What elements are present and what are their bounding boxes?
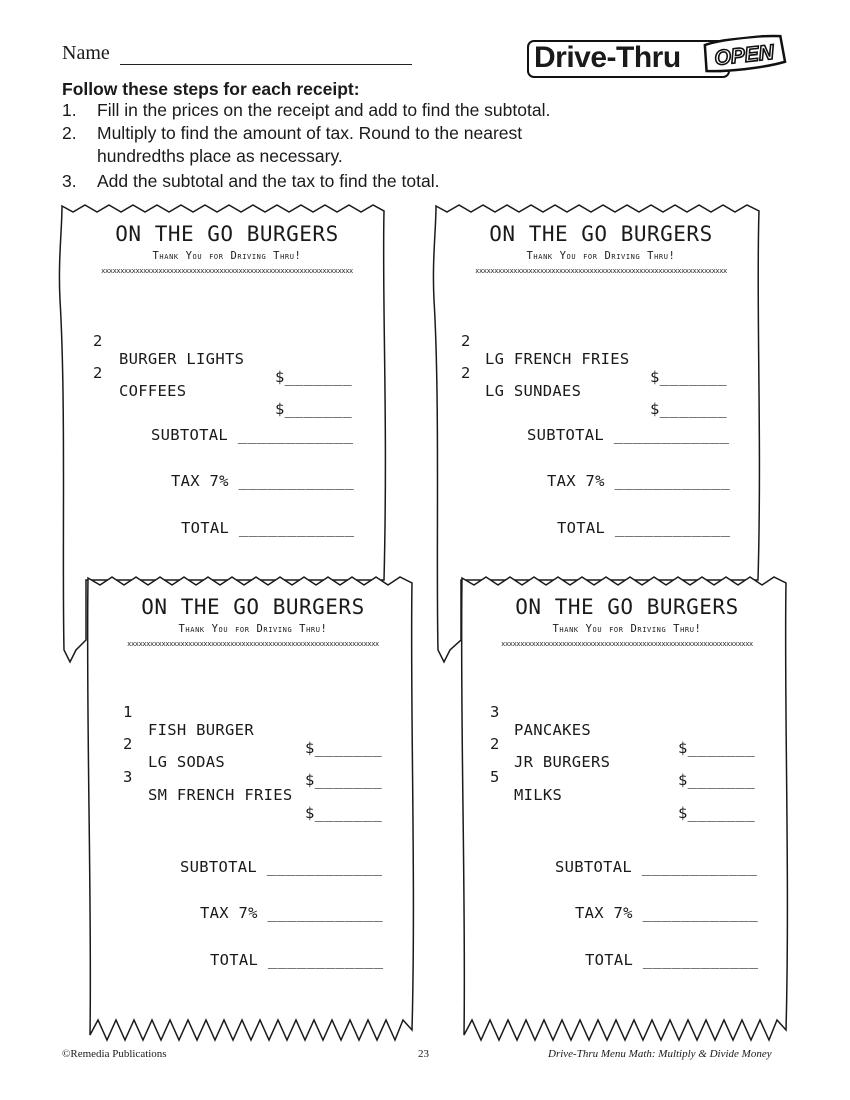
total-label: TOTAL	[210, 951, 259, 969]
tax-label: TAX 7%	[547, 472, 605, 490]
step-number: 3.	[62, 171, 77, 191]
item-price-blank[interactable]: $_______	[678, 804, 756, 822]
step-text: hundredths place as necessary.	[97, 146, 343, 166]
subtotal-label: SUBTOTAL	[555, 858, 633, 876]
tax-blank[interactable]: ____________	[642, 904, 759, 922]
instructions-title: Follow these steps for each receipt:	[62, 79, 360, 99]
receipt-1	[72, 222, 382, 552]
tax-row	[575, 904, 758, 922]
item-price-blank[interactable]: $_______	[678, 771, 756, 789]
item-name: MILKS	[514, 786, 563, 804]
receipt-thanks: Thank You for Driving Thru!	[552, 623, 702, 635]
receipt-line-item	[490, 685, 780, 757]
item-name: LG SUNDAES	[485, 382, 582, 400]
total-blank[interactable]: ____________	[642, 951, 759, 969]
item-quantity: 1	[123, 703, 133, 721]
item-price-blank[interactable]: $_______	[650, 368, 728, 386]
receipt-3	[98, 595, 408, 975]
item-quantity: 2	[461, 332, 471, 350]
item-price-blank[interactable]: $_______	[305, 771, 383, 789]
item-name: PANCAKES	[514, 721, 592, 739]
tax-label: TAX 7%	[200, 904, 258, 922]
tax-label: TAX 7%	[171, 472, 229, 490]
subtotal-label: SUBTOTAL	[151, 426, 229, 444]
subtotal-blank[interactable]: ____________	[237, 426, 354, 444]
tax-label: TAX 7%	[575, 904, 633, 922]
receipt-line-item	[123, 750, 408, 822]
item-quantity: 2	[93, 364, 103, 382]
total-row	[181, 519, 354, 537]
step-number: 2.	[62, 123, 77, 143]
receipt-separator: xxxxxxxxxxxxxxxxxxxxxxxxxxxxxxxxxxxxxxxxxxxxxxxxxxxxxxxxxxxxxxxxxx	[501, 640, 753, 648]
item-name: COFFEES	[119, 382, 187, 400]
item-quantity: 2	[123, 735, 133, 753]
total-blank[interactable]: ____________	[267, 951, 384, 969]
total-row	[585, 951, 758, 969]
total-row	[557, 519, 730, 537]
total-row	[210, 951, 383, 969]
step-text: Fill in the prices on the receipt and add to find the subtotal.	[97, 100, 551, 120]
item-name: SM FRENCH FRIES	[148, 786, 293, 804]
item-price-blank[interactable]: $_______	[678, 739, 756, 757]
item-price-blank[interactable]: $_______	[275, 368, 353, 386]
receipt-line-item	[461, 346, 751, 418]
receipt-title: ON THE GO BURGERS	[515, 595, 739, 619]
tax-row	[171, 472, 354, 490]
item-quantity: 2	[490, 735, 500, 753]
receipt-line-item	[93, 346, 383, 418]
tax-blank[interactable]: ____________	[614, 472, 731, 490]
receipt-separator: xxxxxxxxxxxxxxxxxxxxxxxxxxxxxxxxxxxxxxxxxxxxxxxxxxxxxxxxxxxxxxxxxx	[101, 267, 353, 275]
receipt-line-item	[461, 314, 751, 386]
item-name: LG FRENCH FRIES	[485, 350, 630, 368]
receipt-thanks: Thank You for Driving Thru!	[178, 623, 328, 635]
subtotal-row	[527, 426, 729, 444]
receipt-title: ON THE GO BURGERS	[115, 222, 339, 246]
receipt-thanks: Thank You for Driving Thru!	[152, 250, 302, 262]
footer-publisher: ©Remedia Publications	[62, 1048, 167, 1060]
item-price-blank[interactable]: $_______	[305, 804, 383, 822]
receipt-line-item	[123, 685, 408, 757]
logo-text: Drive-Thru	[534, 41, 681, 74]
item-name: JR BURGERS	[514, 753, 611, 771]
subtotal-row	[151, 426, 353, 444]
receipt-line-item	[490, 750, 780, 822]
item-quantity: 5	[490, 768, 500, 786]
receipt-line-item	[490, 717, 780, 789]
total-label: TOTAL	[585, 951, 634, 969]
item-name: LG SODAS	[148, 753, 226, 771]
receipt-title: ON THE GO BURGERS	[489, 222, 713, 246]
total-blank[interactable]: ____________	[238, 519, 355, 537]
receipt-thanks: Thank You for Driving Thru!	[526, 250, 676, 262]
step-text: Multiply to find the amount of tax. Round to the nearest	[97, 123, 523, 143]
subtotal-blank[interactable]: ____________	[266, 858, 383, 876]
item-price-blank[interactable]: $_______	[275, 400, 353, 418]
tax-row	[547, 472, 730, 490]
receipt-line-item	[123, 717, 408, 789]
subtotal-row	[180, 858, 382, 876]
footer-page-number: 23	[418, 1048, 429, 1060]
item-quantity: 3	[123, 768, 133, 786]
receipt-title: ON THE GO BURGERS	[141, 595, 365, 619]
item-quantity: 2	[93, 332, 103, 350]
subtotal-blank[interactable]: ____________	[613, 426, 730, 444]
subtotal-blank[interactable]: ____________	[641, 858, 758, 876]
tax-row	[200, 904, 383, 922]
item-quantity: 3	[490, 703, 500, 721]
total-blank[interactable]: ____________	[614, 519, 731, 537]
total-label: TOTAL	[557, 519, 606, 537]
step-text: Add the subtotal and the tax to find the total.	[97, 171, 440, 191]
receipt-separator: xxxxxxxxxxxxxxxxxxxxxxxxxxxxxxxxxxxxxxxxxxxxxxxxxxxxxxxxxxxxxxxxxx	[475, 267, 727, 275]
item-name: BURGER LIGHTS	[119, 350, 245, 368]
subtotal-label: SUBTOTAL	[180, 858, 258, 876]
tax-blank[interactable]: ____________	[238, 472, 355, 490]
item-quantity: 2	[461, 364, 471, 382]
total-label: TOTAL	[181, 519, 230, 537]
subtotal-row	[555, 858, 757, 876]
item-price-blank[interactable]: $_______	[650, 400, 728, 418]
receipt-2	[446, 222, 756, 552]
subtotal-label: SUBTOTAL	[527, 426, 605, 444]
step-number: 1.	[62, 100, 77, 120]
item-name: FISH BURGER	[148, 721, 254, 739]
receipt-4	[472, 595, 782, 975]
open-sign-text: OPEN	[713, 40, 775, 71]
receipt-line-item	[93, 314, 383, 386]
footer-book-title: Drive-Thru Menu Math: Multiply & Divide Money	[548, 1048, 772, 1060]
tax-blank[interactable]: ____________	[267, 904, 384, 922]
receipt-separator: xxxxxxxxxxxxxxxxxxxxxxxxxxxxxxxxxxxxxxxxxxxxxxxxxxxxxxxxxxxxxxxxxx	[127, 640, 379, 648]
item-price-blank[interactable]: $_______	[305, 739, 383, 757]
name-label: Name	[62, 42, 110, 64]
